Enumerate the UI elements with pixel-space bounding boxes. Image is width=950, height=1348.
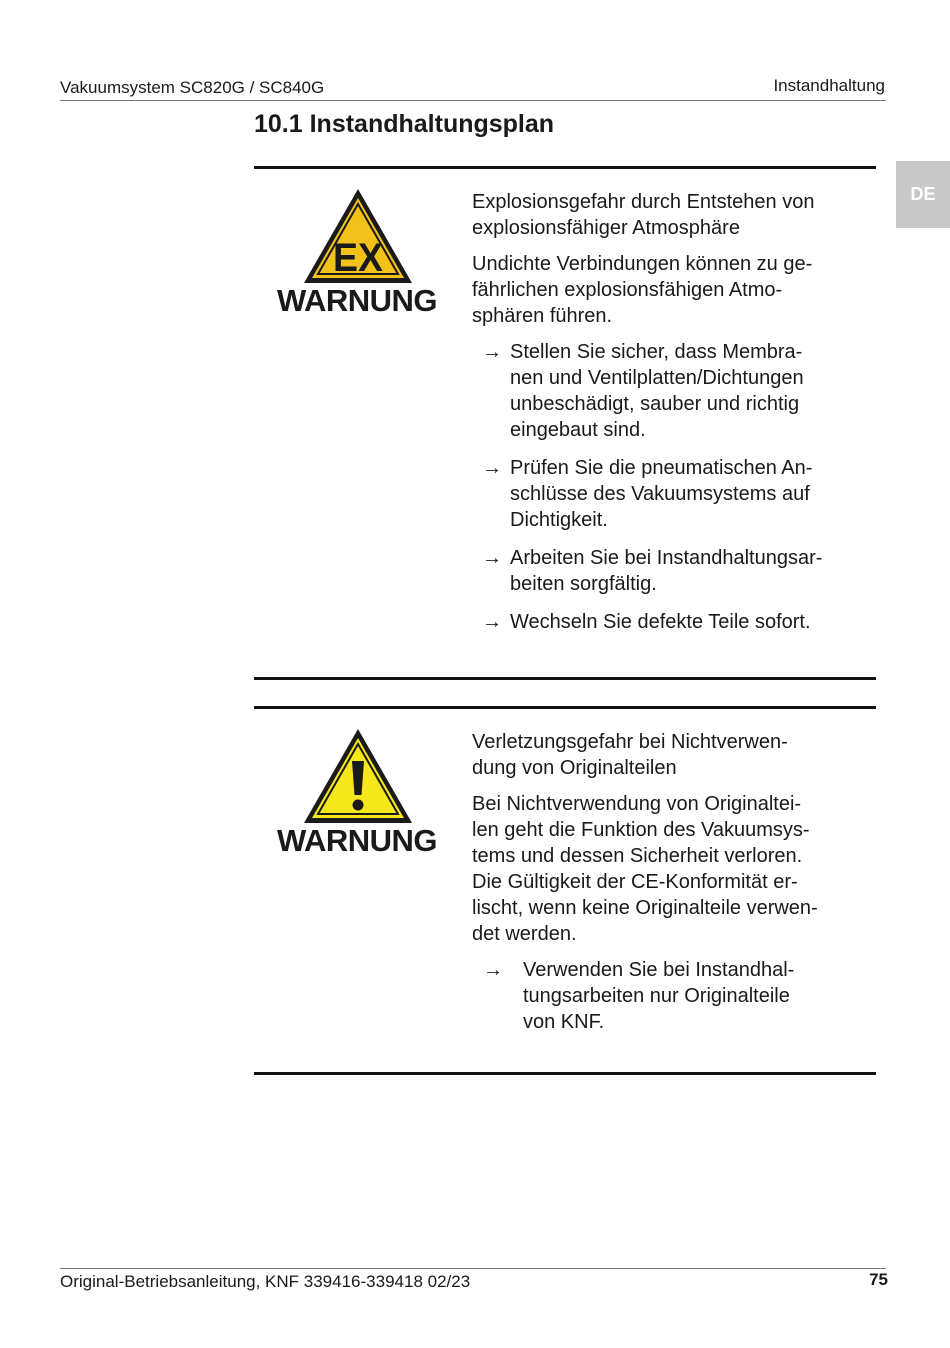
footer-divider [60,1268,886,1269]
warning1-bullet [472,545,872,597]
warning1-bullet [472,455,872,533]
warning1-bullet [472,609,872,635]
warning2-body [472,791,872,947]
warning2-title [472,729,872,781]
warning2-body-line: det werden. [472,923,577,945]
bullet-line: unbeschädigt, sauber und richtig [510,393,800,415]
warning2-title-line: dung von Originalteilen [472,757,677,779]
warning2-title-line: Verletzungsgefahr bei Nichtverwen- [472,731,788,753]
warning1-body-line: sphären führen. [472,305,613,327]
arrow-right-icon: → [482,547,502,569]
bullet-line: beiten sorgfältig. [510,573,657,595]
warning1-title-text: Explosionsgefahr durch Entstehen von explosionsfähiger Atmosphäre [472,191,815,239]
warning1-title [472,189,872,241]
section-title: 10.1 Instandhaltungsplan [254,110,555,138]
warning2-body-line: len geht die Funktion des Vakuumsys- [472,819,810,841]
warning2-body-line: Bei Nichtverwendung von Originaltei- [472,793,802,815]
warning2-body-line: lischt, wenn keine Originalteile verwen- [472,897,818,919]
bullet-line: tungsarbeiten nur Originalteile [523,985,790,1007]
bullet-line: Wechseln Sie defekte Teile sofort. [510,611,811,633]
warning2-signal-word: WARNUNG [276,823,438,858]
svg-text:EX: EX [333,236,384,280]
warning1-body [472,251,872,329]
arrow-right-icon: → [482,457,502,479]
warning1-body-line: Undichte Verbindungen können zu ge- [472,253,813,275]
general-warning-icon [302,727,414,825]
arrow-right-icon: → [482,611,502,633]
warning2-bottom-rule [254,1072,876,1075]
warning2-body-line: tems und dessen Sicherheit verloren. [472,845,803,867]
footer-document-reference: Original-Betriebsanleitung, KNF 339416-339418 02/23 [60,1272,471,1291]
explosion-hazard-ex-icon [302,187,414,285]
warning1-bottom-rule [254,677,876,680]
bullet-line: Arbeiten Sie bei Instandhaltungsar- [510,547,823,569]
arrow-right-icon: → [483,959,503,981]
header-document-title: Vakuumsystem SC820G / SC840G [60,78,325,97]
bullet-line: nen und Ventilplatten/Dichtungen [510,367,804,389]
warning1-signal-word: WARNUNG [276,283,438,318]
arrow-right-icon: → [482,341,502,363]
bullet-line: Dichtigkeit. [510,509,608,531]
bullet-line: Stellen Sie sicher, dass Membra- [510,341,803,363]
bullet-line: Verwenden Sie bei Instandhal- [523,959,795,981]
bullet-line: Prüfen Sie die pneumatischen An- [510,457,813,479]
warning2-body-line: Die Gültigkeit der CE-Konformität er- [472,871,798,893]
bullet-line: von KNF. [523,1011,605,1033]
header-divider [60,100,886,101]
warning1-bullet [472,339,872,443]
page-number: 75 [869,1270,888,1289]
bullet-line: schlüsse des Vakuumsystems auf [510,483,810,505]
warning1-body-line: fährlichen explosionsfähigen Atmo- [472,279,783,301]
bullet-line: eingebaut sind. [510,419,646,441]
header-chapter-title: Instandhaltung [773,76,885,95]
warning1-text [472,189,872,647]
warning2-text [472,729,872,1047]
warning1-top-rule [254,166,876,169]
warning2-bullet [472,957,872,1035]
language-tab: DE [896,161,950,228]
warning2-top-rule [254,706,876,709]
